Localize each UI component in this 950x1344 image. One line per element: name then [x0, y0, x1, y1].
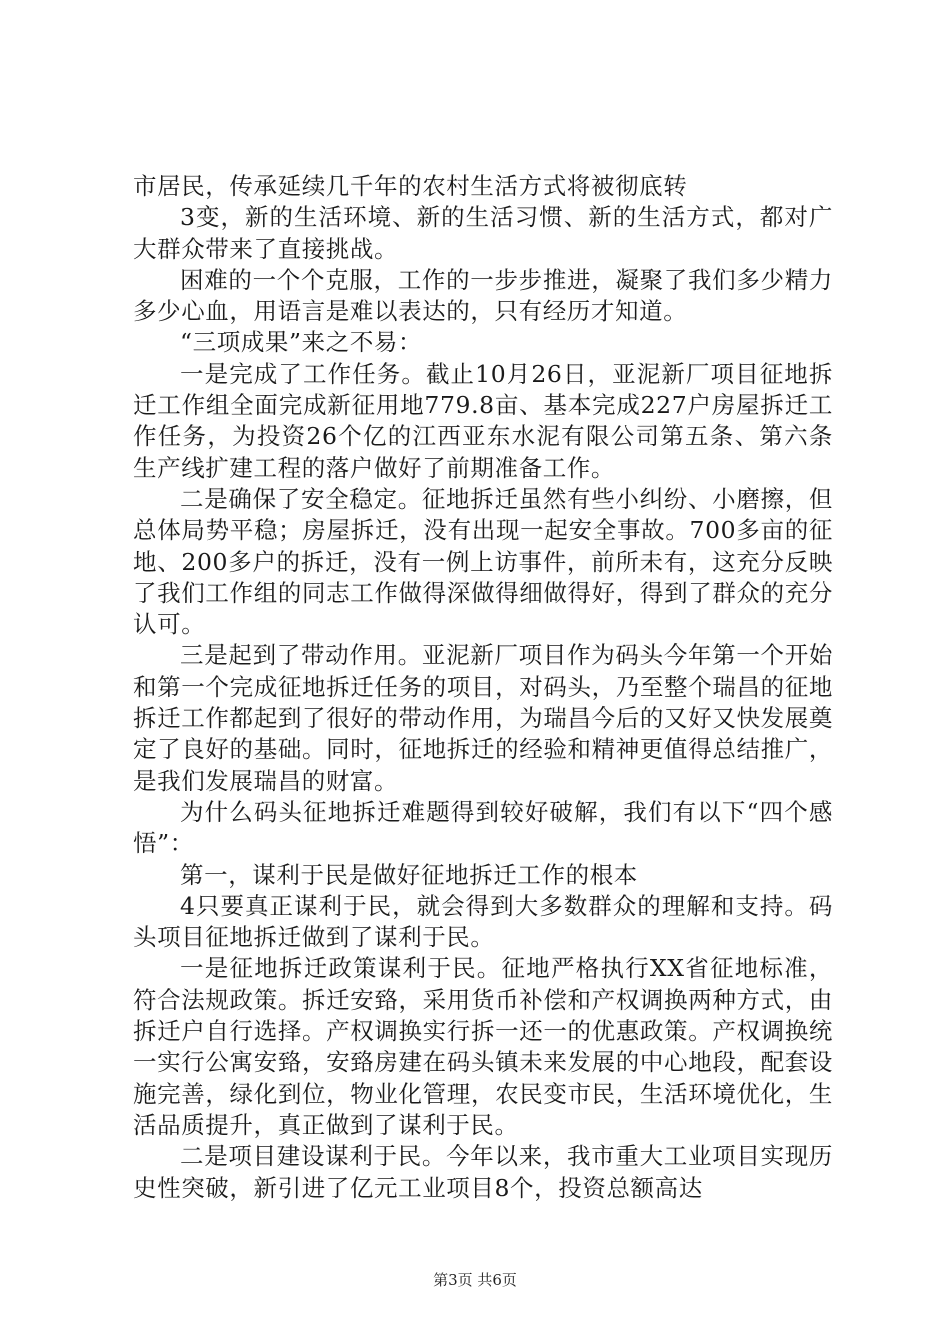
paragraph-8: 为什么码头征地拆迁难题得到较好破解，我们有以下“四个感悟”： [133, 797, 833, 858]
paragraph-1: 市居民，传承延续几千年的农村生活方式将被彻底转 [133, 172, 688, 200]
document-body [133, 171, 833, 1204]
paragraph-12: 二是项目建设谋利于民。今年以来，我市重大工业项目实现历史性突破，新引进了亿元工业项目8个，投资总额高达 [133, 1142, 833, 1202]
paragraph-11: 一是征地拆迁政策谋利于民。征地严格执行XX省征地标准，符合法规政策。拆迁安臵，采用货币补偿和产权调换两种方式，由拆迁户自行选择。产权调换实行拆一还一的优惠政策。产权调换统一实行公寓安臵，安臵房建在码头镇未来发展的中心地段，配套设施完善，绿化到位，物业化管理，农民变市民，生活环境优化，生活品质提升，真正做到了谋利于民。 [133, 954, 833, 1139]
paragraph-3: 困难的一个个克服，工作的一步步推进，凝聚了我们多少精力多少心血，用语言是难以表达的，只有经历才知道。 [133, 265, 833, 326]
page-footer: 第3页 共6页 [433, 1271, 517, 1289]
paragraph-4: “三项成果”来之不易： [180, 328, 423, 357]
paragraph-6: 二是确保了安全稳定。征地拆迁虽然有些小纠纷、小磨擦，但总体局势平稳；房屋拆迁，没有出现一起安全事故。700多亩的征地、200多户的拆迁，没有一例上访事件，前所未有，这充分反映了我们工作组的同志工作做得深做得细做得好，得到了群众的充分认可。 [133, 484, 833, 639]
paragraph-5: 一是完成了工作任务。截止10月26日，亚泥新厂项目征地拆迁工作组全面完成新征用地779.8亩、基本完成227户房屋拆迁工作任务，为投资26个亿的江西亚东水泥有限公司第五条、第六条生产线扩建工程的落户做好了前期准备工作。 [133, 359, 833, 482]
paragraph-7: 三是起到了带动作用。亚泥新厂项目作为码头今年第一个开始和第一个完成征地拆迁任务的项目，对码头，乃至整个瑞昌的征地拆迁工作都起到了很好的带动作用，为瑞昌今后的又好又快发展奠定了良好的基础。同时，征地拆迁的经验和精神更值得总结推广，是我们发展瑞昌的财富。 [133, 641, 833, 795]
paragraph-10: 4只要真正谋利于民，就会得到大多数群众的理解和支持。码头项目征地拆迁做到了谋利于民。 [133, 891, 833, 952]
paragraph-9: 第一，谋利于民是做好征地拆迁工作的根本 [180, 860, 638, 889]
paragraph-2: 3变，新的生活环境、新的生活习惯、新的生活方式，都对广大群众带来了直接挑战。 [133, 203, 833, 263]
